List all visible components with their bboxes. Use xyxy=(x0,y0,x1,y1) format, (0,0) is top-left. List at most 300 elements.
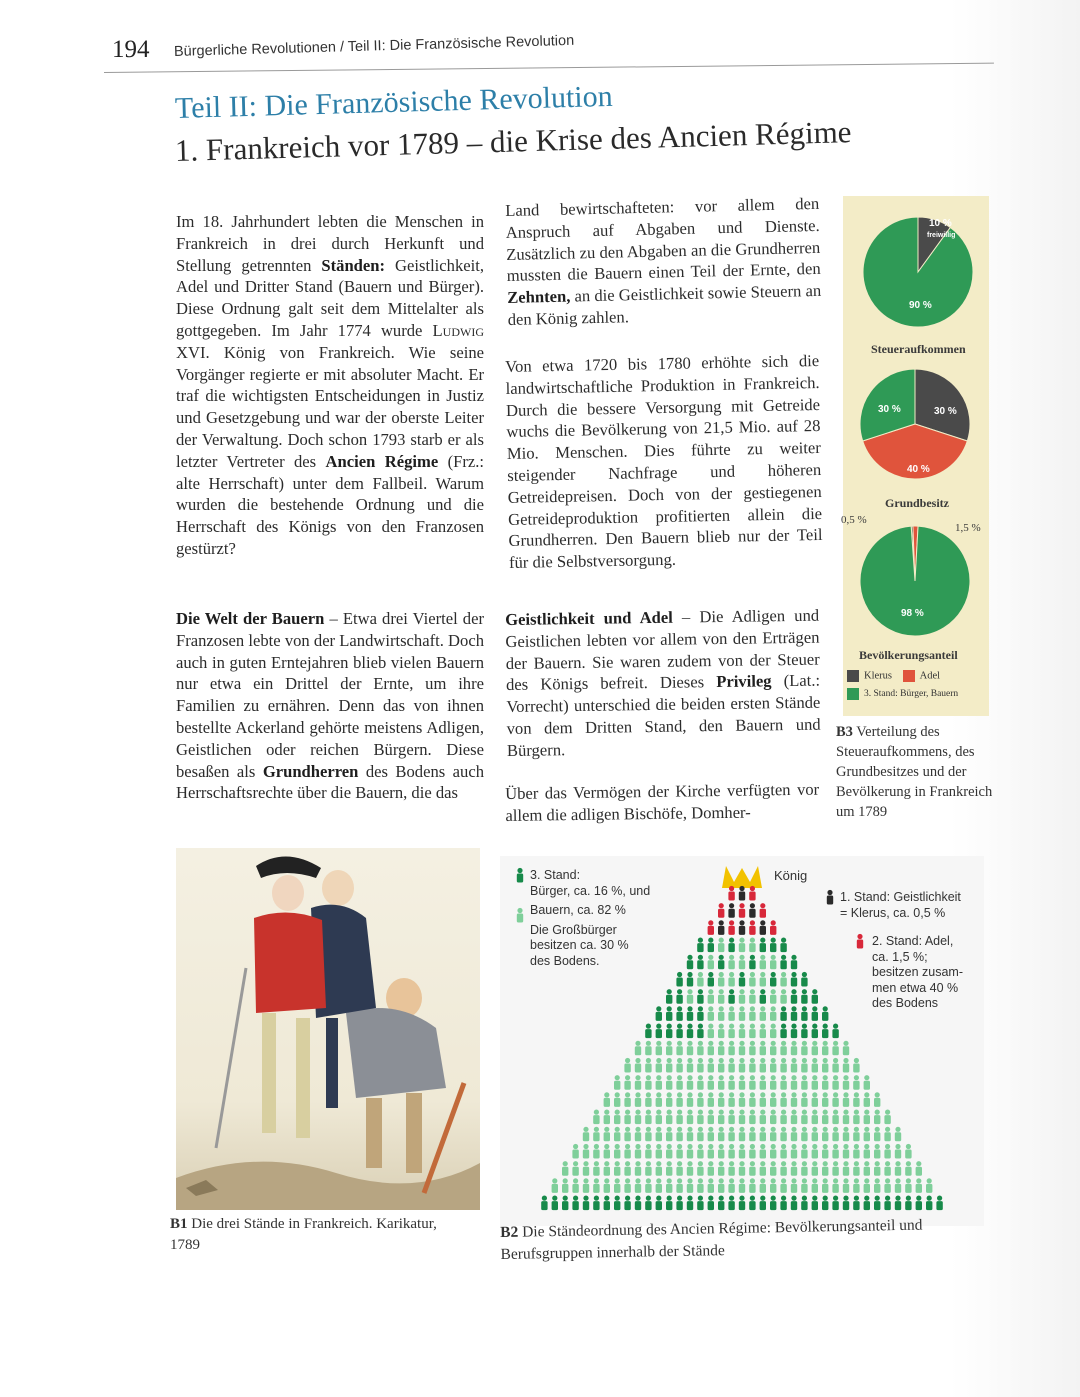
figure-bauer xyxy=(614,1161,620,1176)
figure-bauer xyxy=(728,1075,734,1090)
figure-bauer xyxy=(739,938,745,953)
figure-buerger xyxy=(801,972,807,987)
b3-caption: B3 Verteilung des Steueraufkommens, des Grundbesitzes und der Bevölkerung in Frankreich um 1789 xyxy=(836,724,993,820)
figure-klerus xyxy=(739,886,745,901)
figure-bauer xyxy=(864,1127,870,1142)
figure-bauer xyxy=(593,1144,599,1159)
figure-bauer xyxy=(728,1161,734,1176)
kirche-paragraph: Über das Vermögen der Kirche verfügten vor allem die adligen Bischöfe, Domher- xyxy=(505,779,820,825)
pie2-label-c: 40 % xyxy=(907,464,930,475)
figure-bauer xyxy=(749,1127,755,1142)
figure-bauer xyxy=(926,1178,932,1193)
figure-buerger xyxy=(749,1196,755,1211)
figure-adel xyxy=(749,920,755,935)
legend-adel: Adel xyxy=(919,670,941,682)
figure-bauer xyxy=(697,972,703,987)
figure-bauer xyxy=(843,1127,849,1142)
crown-icon xyxy=(722,866,762,888)
figure-bauer xyxy=(676,1075,682,1090)
legend-figure-adel xyxy=(857,934,863,949)
figure-bauer xyxy=(656,1110,662,1125)
legend-row-2 xyxy=(847,688,958,700)
figure-bauer xyxy=(853,1110,859,1125)
figure-bauer xyxy=(812,1110,818,1125)
figure-klerus xyxy=(718,920,724,935)
figure-bauer xyxy=(760,1161,766,1176)
noble-leg-2 xyxy=(296,1018,310,1138)
figure-adel xyxy=(708,920,714,935)
first-estate-note: 1. Stand: Geistlichkeit = Klerus, ca. 0,5 % xyxy=(840,890,961,920)
figure-buerger xyxy=(874,1196,880,1211)
figure-buerger xyxy=(760,938,766,953)
figure-bauer xyxy=(780,972,786,987)
figure-bauer xyxy=(780,1178,786,1193)
figure-bauer xyxy=(822,1110,828,1125)
figure-bauer xyxy=(718,1024,724,1039)
figure-bauer xyxy=(801,1178,807,1193)
figure-bauer xyxy=(604,1127,610,1142)
figure-bauer xyxy=(718,938,724,953)
figure-bauer xyxy=(552,1178,558,1193)
figure-buerger xyxy=(812,1006,818,1021)
figure-bauer xyxy=(905,1144,911,1159)
figure-buerger xyxy=(739,972,745,987)
figure-bauer xyxy=(791,1092,797,1107)
pie-grundbesitz xyxy=(860,369,970,479)
figure-bauer xyxy=(583,1178,589,1193)
figure-bauer xyxy=(635,1178,641,1193)
figure-bauer xyxy=(780,1144,786,1159)
figure-bauer xyxy=(728,1006,734,1021)
figure-bauer xyxy=(624,1058,630,1073)
figure-bauer xyxy=(749,989,755,1004)
figure-bauer xyxy=(749,1058,755,1073)
figure-bauer xyxy=(884,1110,890,1125)
pie2-label-b: 30 % xyxy=(934,406,957,417)
figure-buerger xyxy=(812,1196,818,1211)
figure-buerger xyxy=(812,1024,818,1039)
figure-bauer xyxy=(791,1075,797,1090)
peasant-leg xyxy=(366,1098,382,1168)
figure-buerger xyxy=(780,1024,786,1039)
figure-bauer xyxy=(843,1110,849,1125)
figure-buerger xyxy=(666,1006,672,1021)
figure-bauer xyxy=(656,1041,662,1056)
figure-bauer xyxy=(645,1178,651,1193)
figure-buerger xyxy=(562,1196,568,1211)
figure-bauer xyxy=(801,1161,807,1176)
figure-bauer xyxy=(749,1161,755,1176)
figure-bauer xyxy=(687,1161,693,1176)
figure-bauer xyxy=(697,1092,703,1107)
figure-adel xyxy=(760,903,766,918)
figure-bauer xyxy=(676,1058,682,1073)
figure-bauer xyxy=(645,1092,651,1107)
noble-head xyxy=(272,875,304,911)
figure-bauer xyxy=(822,1144,828,1159)
figure-bauer xyxy=(739,1041,745,1056)
figure-bauer xyxy=(822,1127,828,1142)
figure-buerger xyxy=(832,1024,838,1039)
figure-bauer xyxy=(572,1178,578,1193)
figure-buerger xyxy=(708,972,714,987)
figure-adel xyxy=(770,920,776,935)
figure-bauer xyxy=(562,1178,568,1193)
legend-figure-buerger xyxy=(517,868,523,883)
figure-bauer xyxy=(645,1110,651,1125)
b3-pie-charts xyxy=(843,196,989,716)
figure-buerger xyxy=(624,1196,630,1211)
figure-buerger xyxy=(801,1024,807,1039)
figure-bauer xyxy=(739,1110,745,1125)
figure-bauer xyxy=(728,1127,734,1142)
figure-bauer xyxy=(687,1144,693,1159)
figure-bauer xyxy=(874,1161,880,1176)
figure-bauer xyxy=(749,1144,755,1159)
figure-bauer xyxy=(749,1092,755,1107)
figure-buerger xyxy=(770,1196,776,1211)
figure-buerger xyxy=(656,1006,662,1021)
figure-bauer xyxy=(676,1127,682,1142)
figure-bauer xyxy=(770,1058,776,1073)
figure-bauer xyxy=(843,1161,849,1176)
figure-bauer xyxy=(593,1161,599,1176)
figure-adel xyxy=(749,886,755,901)
clergy-leg xyxy=(326,1018,338,1108)
figure-bauer xyxy=(770,1178,776,1193)
figure-bauer xyxy=(739,955,745,970)
figure-bauer xyxy=(624,1127,630,1142)
b2-caption: B2 Die Ständeordnung des Ancien Régime: Bevölkerungsanteil und Berufsgruppen innerhalb der Stände xyxy=(500,1216,923,1263)
figure-bauer xyxy=(635,1041,641,1056)
figure-bauer xyxy=(697,1178,703,1193)
figure-buerger xyxy=(822,1196,828,1211)
figure-bauer xyxy=(780,1041,786,1056)
figure-buerger xyxy=(936,1196,942,1211)
figure-bauer xyxy=(614,1075,620,1090)
figure-bauer xyxy=(656,1161,662,1176)
figure-bauer xyxy=(884,1161,890,1176)
figure-bauer xyxy=(843,1058,849,1073)
figure-bauer xyxy=(697,1110,703,1125)
figure-bauer xyxy=(739,1144,745,1159)
figure-bauer xyxy=(822,1178,828,1193)
figure-bauer xyxy=(635,1144,641,1159)
figure-buerger xyxy=(697,955,703,970)
figure-buerger xyxy=(687,972,693,987)
figure-bauer xyxy=(760,1075,766,1090)
figure-bauer xyxy=(728,955,734,970)
figure-klerus xyxy=(749,903,755,918)
figure-bauer xyxy=(728,1058,734,1073)
header-rule xyxy=(104,63,994,73)
figure-bauer xyxy=(676,1092,682,1107)
figure-adel xyxy=(718,903,724,918)
figure-bauer xyxy=(760,955,766,970)
figure-bauer xyxy=(697,1144,703,1159)
figure-bauer xyxy=(760,972,766,987)
figure-bauer xyxy=(676,1161,682,1176)
figure-bauer xyxy=(593,1178,599,1193)
figure-bauer xyxy=(812,1041,818,1056)
figure-buerger xyxy=(728,938,734,953)
b1-caricature-image xyxy=(176,848,480,1210)
figure-bauer xyxy=(780,1075,786,1090)
pie2-label-a: 30 % xyxy=(878,404,901,415)
figure-bauer xyxy=(832,1092,838,1107)
figure-bauer xyxy=(614,1144,620,1159)
figure-bauer xyxy=(770,1092,776,1107)
figure-buerger xyxy=(770,938,776,953)
figure-bauer xyxy=(874,1092,880,1107)
pie-bevoelkerung xyxy=(860,526,970,636)
figure-bauer xyxy=(676,1110,682,1125)
figure-bauer xyxy=(666,1110,672,1125)
figure-bauer xyxy=(604,1110,610,1125)
figure-buerger xyxy=(749,955,755,970)
figure-buerger xyxy=(791,1006,797,1021)
figure-bauer xyxy=(604,1161,610,1176)
figure-bauer xyxy=(728,1092,734,1107)
figure-buerger xyxy=(770,972,776,987)
figure-bauer xyxy=(624,1110,630,1125)
legend-klerus: Klerus xyxy=(864,670,892,682)
figure-buerger xyxy=(801,989,807,1004)
figure-klerus xyxy=(728,903,734,918)
figure-bauer xyxy=(864,1161,870,1176)
figure-bauer xyxy=(728,1041,734,1056)
figure-bauer xyxy=(843,1178,849,1193)
figure-buerger xyxy=(822,1024,828,1039)
figure-buerger xyxy=(656,1196,662,1211)
figure-bauer xyxy=(770,1041,776,1056)
figure-buerger xyxy=(791,955,797,970)
figure-bauer xyxy=(791,1110,797,1125)
figure-buerger xyxy=(687,955,693,970)
figure-buerger xyxy=(791,972,797,987)
figure-bauer xyxy=(832,1110,838,1125)
figure-bauer xyxy=(812,1144,818,1159)
figure-buerger xyxy=(916,1196,922,1211)
figure-buerger xyxy=(718,1196,724,1211)
figure-buerger xyxy=(552,1196,558,1211)
figure-bauer xyxy=(895,1161,901,1176)
legend-swatch-adel xyxy=(903,670,915,682)
noble-sword xyxy=(216,968,246,1148)
figure-bauer xyxy=(656,1092,662,1107)
figure-bauer xyxy=(604,1178,610,1193)
figure-bauer xyxy=(801,1075,807,1090)
figure-buerger xyxy=(676,1024,682,1039)
figure-bauer xyxy=(853,1161,859,1176)
pie1-small-label: 10 % xyxy=(929,218,952,229)
figure-bauer xyxy=(895,1127,901,1142)
figure-bauer xyxy=(687,1127,693,1142)
figure-buerger xyxy=(760,989,766,1004)
figure-bauer xyxy=(780,1092,786,1107)
figure-bauer xyxy=(843,1041,849,1056)
figure-bauer xyxy=(718,1161,724,1176)
figure-bauer xyxy=(687,1058,693,1073)
figure-bauer xyxy=(801,1127,807,1142)
figure-bauer xyxy=(853,1144,859,1159)
figure-buerger xyxy=(676,989,682,1004)
figure-buerger xyxy=(801,1196,807,1211)
b1-caption: B1 Die drei Stände in Frankreich. Karikatur, 1789 xyxy=(170,1216,437,1253)
figure-adel xyxy=(728,920,734,935)
peasant-leg-2 xyxy=(406,1093,422,1173)
page-number: 194 xyxy=(112,36,150,63)
figure-bauer xyxy=(708,1127,714,1142)
second-estate-note: 2. Stand: Adel, ca. 1,5 %; besitzen zusam- men etwa 40 % des Bodens xyxy=(872,934,964,1010)
figure-buerger xyxy=(697,1006,703,1021)
pie2-title: Grundbesitz xyxy=(885,496,950,510)
figure-bauer xyxy=(739,1127,745,1142)
figure-bauer xyxy=(832,1161,838,1176)
figure-bauer xyxy=(656,1144,662,1159)
figure-buerger xyxy=(853,1196,859,1211)
figure-bauer xyxy=(770,1161,776,1176)
figure-bauer xyxy=(780,1058,786,1073)
figure-bauer xyxy=(697,1127,703,1142)
abgaben-paragraph: Land bewirtschafteten: vor allem den Anspruch auf Abgaben und Dienste. Zusätzlich zu den Abgaben an die Grundherren mussten die Bauern einen Teil der Ernte, den Zehnten, an die Geistlichkeit sowie Steuern an den König zahlen. xyxy=(505,193,822,329)
figure-buerger xyxy=(895,1196,901,1211)
figure-buerger xyxy=(604,1196,610,1211)
figure-buerger xyxy=(728,1196,734,1211)
figure-bauer xyxy=(708,1058,714,1073)
figure-buerger xyxy=(666,989,672,1004)
figure-bauer xyxy=(791,1127,797,1142)
figure-buerger xyxy=(812,989,818,1004)
figure-bauer xyxy=(718,972,724,987)
figure-bauer xyxy=(864,1092,870,1107)
figure-bauer xyxy=(635,1110,641,1125)
figure-buerger xyxy=(864,1196,870,1211)
figure-buerger xyxy=(687,1196,693,1211)
figure-bauer xyxy=(572,1144,578,1159)
figure-bauer xyxy=(583,1161,589,1176)
figure-bauer xyxy=(624,1092,630,1107)
figure-bauer xyxy=(739,989,745,1004)
noble-hat xyxy=(256,856,321,878)
figure-buerger xyxy=(708,938,714,953)
figure-bauer xyxy=(614,1127,620,1142)
chapter-title: 1. Frankreich vor 1789 – die Krise des Ancien Régime xyxy=(174,114,852,168)
figure-bauer xyxy=(708,1024,714,1039)
figure-bauer xyxy=(760,1006,766,1021)
figure-buerger xyxy=(676,1006,682,1021)
figure-bauer xyxy=(708,1006,714,1021)
figure-bauer xyxy=(801,1041,807,1056)
figure-bauer xyxy=(697,1075,703,1090)
figure-bauer xyxy=(708,1161,714,1176)
figure-bauer xyxy=(645,1161,651,1176)
figure-bauer xyxy=(832,1041,838,1056)
section-heading-adel: Geistlichkeit und Adel xyxy=(505,607,673,629)
figure-buerger xyxy=(884,1196,890,1211)
figure-bauer xyxy=(843,1092,849,1107)
figure-bauer xyxy=(812,1178,818,1193)
figure-bauer xyxy=(895,1144,901,1159)
figure-bauer xyxy=(687,1075,693,1090)
figure-bauer xyxy=(780,1110,786,1125)
figure-bauer xyxy=(676,1041,682,1056)
figure-bauer xyxy=(676,1144,682,1159)
figure-bauer xyxy=(874,1178,880,1193)
figure-bauer xyxy=(604,1144,610,1159)
noble-coat xyxy=(254,912,326,1013)
figure-bauer xyxy=(739,1058,745,1073)
figure-bauer xyxy=(687,989,693,1004)
figure-bauer xyxy=(635,1075,641,1090)
figure-bauer xyxy=(697,1058,703,1073)
figure-bauer xyxy=(645,1075,651,1090)
figure-bauer xyxy=(760,1144,766,1159)
figure-bauer xyxy=(895,1178,901,1193)
figure-bauer xyxy=(832,1058,838,1073)
figure-bauer xyxy=(812,1092,818,1107)
figure-bauer xyxy=(718,1110,724,1125)
peasant-body xyxy=(346,1008,446,1098)
figure-buerger xyxy=(780,1006,786,1021)
figure-bauer xyxy=(697,1041,703,1056)
figure-bauer xyxy=(572,1161,578,1176)
figure-buerger xyxy=(666,1024,672,1039)
figure-bauer xyxy=(822,1161,828,1176)
figure-bauer xyxy=(739,1161,745,1176)
part-title: Teil II: Die Französische Revolution xyxy=(174,79,614,125)
figure-bauer xyxy=(687,1110,693,1125)
figure-bauer xyxy=(614,1110,620,1125)
figure-bauer xyxy=(812,1075,818,1090)
figure-bauer xyxy=(624,1144,630,1159)
figure-bauer xyxy=(770,1006,776,1021)
figure-bauer xyxy=(635,1161,641,1176)
figure-buerger xyxy=(676,972,682,987)
figure-buerger xyxy=(708,1196,714,1211)
figure-bauer xyxy=(749,938,755,953)
figure-bauer xyxy=(666,1075,672,1090)
figure-buerger xyxy=(645,1196,651,1211)
figure-buerger xyxy=(593,1196,599,1211)
figure-bauer xyxy=(749,1110,755,1125)
figure-bauer xyxy=(832,1178,838,1193)
figure-bauer xyxy=(583,1144,589,1159)
figure-bauer xyxy=(770,1144,776,1159)
figure-bauer xyxy=(635,1127,641,1142)
figure-bauer xyxy=(843,1075,849,1090)
figure-klerus xyxy=(739,920,745,935)
figure-bauer xyxy=(718,989,724,1004)
figure-bauer xyxy=(812,1058,818,1073)
figure-bauer xyxy=(739,1024,745,1039)
figure-bauer xyxy=(604,1092,610,1107)
running-head: Bürgerliche Revolutionen / Teil II: Die Französische Revolution xyxy=(173,32,575,60)
figure-buerger xyxy=(832,1196,838,1211)
figure-bauer xyxy=(864,1110,870,1125)
figure-bauer xyxy=(645,1127,651,1142)
caricature-drawing xyxy=(176,848,480,1210)
figure-bauer xyxy=(645,1058,651,1073)
section-heading-bauern: Die Welt der Bauern xyxy=(176,609,325,628)
figure-bauer xyxy=(562,1161,568,1176)
figure-bauer xyxy=(666,1178,672,1193)
figure-bauer xyxy=(791,1161,797,1176)
figure-buerger xyxy=(645,1024,651,1039)
figure-bauer xyxy=(718,1092,724,1107)
bauern-paragraph: Die Welt der Bauern – Etwa drei Viertel der Franzosen lebte von der Landwirtschaft. Doch auch in guten Erntejahren blieb vielen Bauern nur etwa ein Drittel der Ernte, um ihre Familien zu ernähren. Denn das von ihnen bestellte Ackerland gehörte meistens Adligen, Geistlichen oder reichen Bürgern. Diese besaßen als Grundherren des Bodens auch Herrschaftsrechte über die Bauern, die das xyxy=(176,609,484,803)
legend-swatch-klerus xyxy=(847,670,859,682)
